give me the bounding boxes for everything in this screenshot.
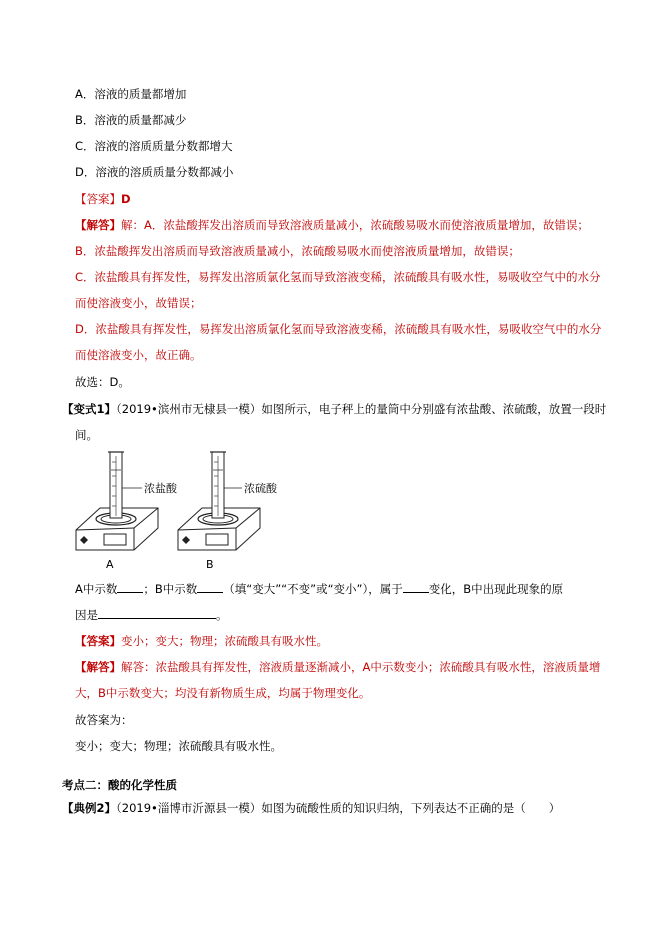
fill-line-2: [75, 606, 228, 623]
option-c: C．溶液的溶质质量分数都增大: [75, 139, 233, 153]
example-2: [62, 800, 560, 816]
scales-figure: [72, 446, 292, 572]
option-d: D．溶液的溶质质量分数都减小: [75, 165, 234, 179]
fill-text-2: ；B中示数: [143, 582, 198, 596]
analysis-line-2: B．浓盐酸挥发出溶质而导致溶液质量减小，浓硫酸易吸水而使溶液质量增加，故错误；: [75, 244, 520, 258]
variant-tag: 【变式1】: [62, 402, 117, 416]
variant-analysis-tag: 【解答】: [75, 660, 121, 674]
fill-text-1: A中示数: [75, 582, 118, 596]
blank-1[interactable]: [117, 580, 143, 593]
variant-answer: [75, 633, 328, 649]
variant-analysis-line-2: 大，B中示数变大；均没有新物质生成，均属于物理变化。: [75, 686, 371, 700]
answer-line-1: [75, 191, 131, 207]
answer-value: D: [121, 192, 131, 206]
scale-b: [178, 452, 260, 550]
analysis-text: 解：A．浓盐酸挥发出溶质而导致溶液质量减小，浓硫酸易吸水而使溶液质量增加，故错误；: [121, 218, 589, 232]
caption-a: A: [106, 558, 114, 571]
conclusion: 故选：D。: [75, 375, 130, 389]
analysis-line-3: C．浓盐酸具有挥发性，易挥发出溶质氯化氢而导致溶液变稀，浓硫酸具有吸水性，易吸收空气中的水分: [75, 270, 601, 284]
fill-text-5: 因是: [75, 608, 98, 622]
label-h2so4: 浓硫酸: [244, 482, 277, 495]
caption-b: B: [206, 558, 214, 571]
variant-line-1: [62, 401, 606, 417]
analysis-tag: 【解答】: [75, 218, 121, 232]
blank-3[interactable]: [403, 580, 429, 593]
analysis-line-6: 而使溶液变小，故正确。: [75, 348, 202, 362]
variant-answer-tag: 【答案】: [75, 634, 121, 648]
fill-line-1: [75, 580, 563, 597]
label-hcl: 浓盐酸: [144, 482, 177, 495]
fill-text-4: 变化，B中出现此现象的原: [428, 582, 564, 596]
section-heading: 考点二：酸的化学性质: [62, 778, 177, 792]
variant-analysis-text: 解答：浓盐酸具有挥发性，溶液质量逐渐减小，A中示数变小；浓硫酸具有吸水性，溶液质量增: [121, 660, 601, 674]
option-b: B．溶液的质量都减少: [75, 113, 187, 127]
fill-text-3: （填“变大”“不变”或“变小”），属于: [223, 582, 403, 596]
variant-text: （2019•滨州市无棣县一模）如图所示，电子秤上的量筒中分别盛有浓盐酸、浓硫酸，放置一段时: [116, 402, 607, 416]
example-text: （2019•淄博市沂源县一模）如图为硫酸性质的知识归纳，下列表达不正确的是（ ）: [116, 801, 561, 815]
variant-analysis-line-1: [75, 659, 600, 675]
final-label: 故答案为：: [75, 713, 133, 727]
analysis-line-5: D．浓盐酸具有挥发性，易挥发出溶质氯化氢而导致溶液变稀，浓硫酸具有吸水性，易吸收空气中的水分: [75, 322, 602, 336]
final-answer: 变小；变大；物理；浓硫酸具有吸水性。: [75, 739, 282, 753]
analysis-line-1: [75, 217, 589, 233]
blank-4[interactable]: [98, 606, 216, 619]
blank-2[interactable]: [197, 580, 223, 593]
fill-text-6: 。: [216, 608, 228, 622]
option-a: A．溶液的质量都增加: [75, 87, 187, 101]
scale-a: [76, 452, 158, 550]
variant-line-2: 间。: [75, 428, 98, 442]
analysis-line-4: 而使溶液变小，故错误；: [75, 296, 202, 310]
variant-answer-value: 变小；变大；物理；浓硫酸具有吸水性。: [121, 634, 328, 648]
example-tag: 【典例2】: [62, 801, 117, 815]
answer-tag: 【答案】: [75, 192, 121, 206]
